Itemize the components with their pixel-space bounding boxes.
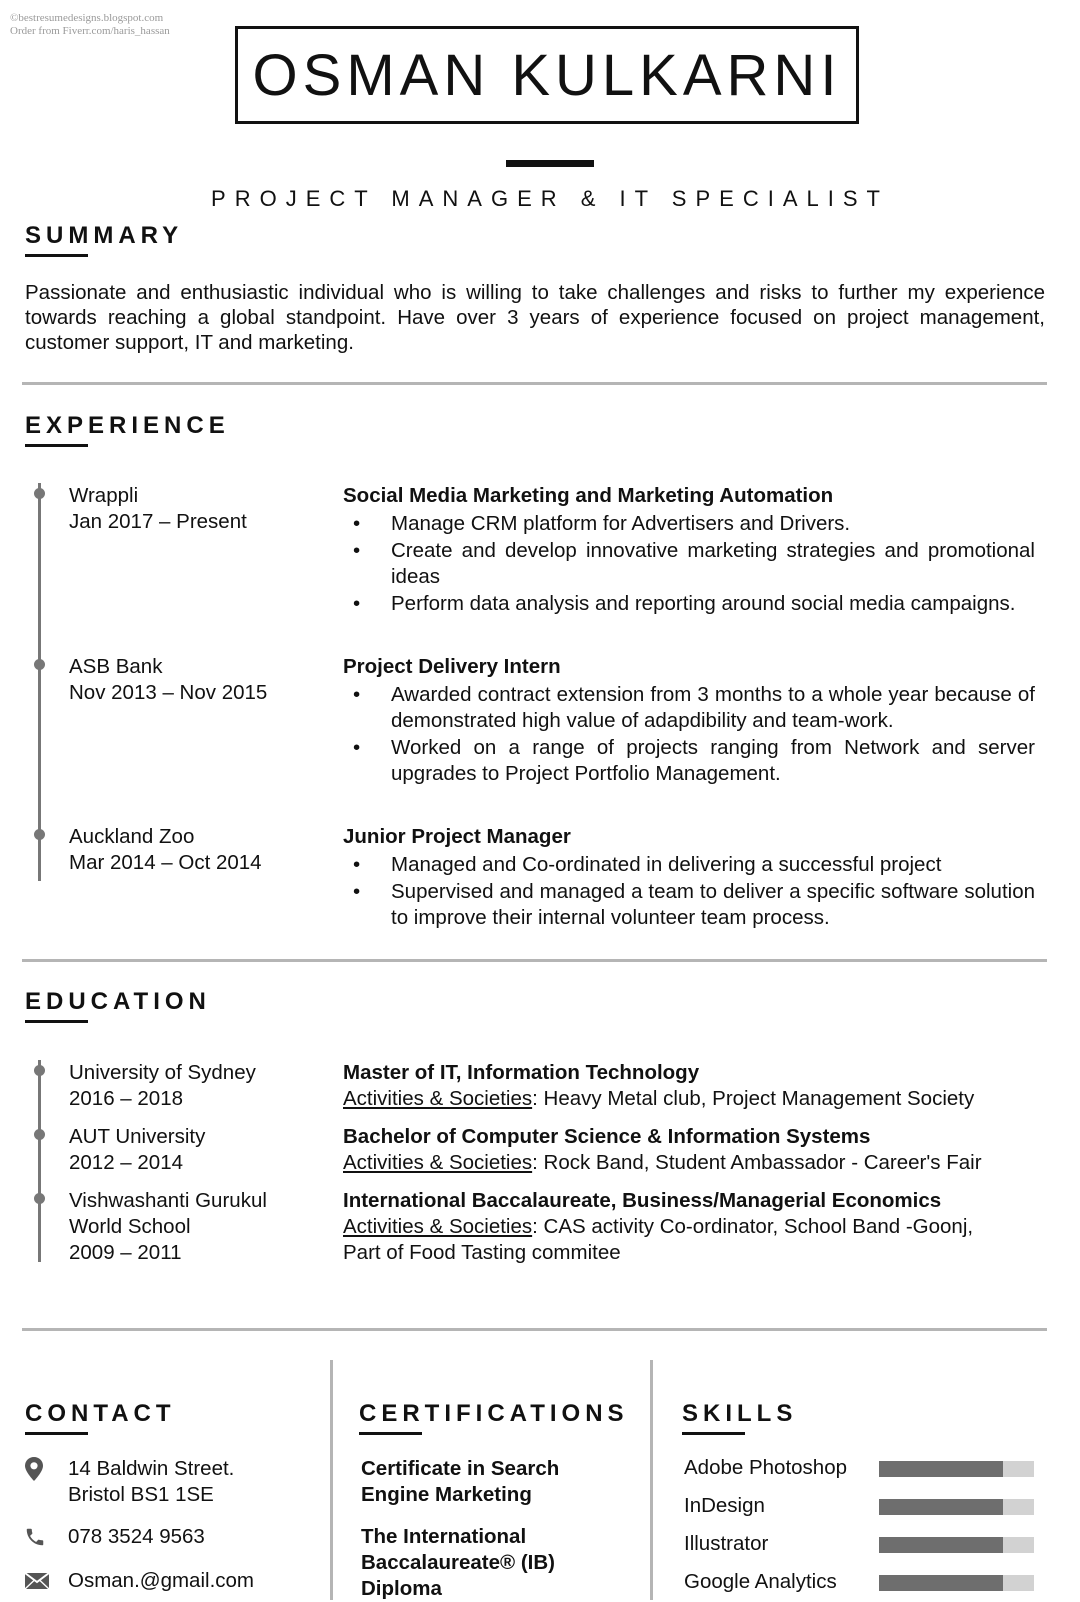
experience-entry-details [343,824,1035,932]
skill-row [684,1494,1034,1520]
activities-label: Activities & Societies [343,1151,533,1174]
section-divider [22,1328,1047,1331]
certifications-heading-underline [359,1432,422,1435]
phone-icon [24,1524,68,1550]
bullet-item: • Managed and Co-ordinated in delivering a successful project [353,853,942,876]
activities-label: Activities & Societies [343,1087,533,1110]
bullet-list [343,852,1035,931]
experience-entry-details [343,483,1035,618]
job-title: PROJECT MANAGER & IT SPECIALIST [211,186,889,211]
role-title: Junior Project Manager [343,825,571,848]
name-box [235,26,859,124]
school-name: University of Sydney [69,1061,256,1084]
date-range: Mar 2014 – Oct 2014 [69,851,262,874]
skill-bar-fill [879,1575,1003,1591]
timeline-dot [34,1193,45,1204]
skill-bar-fill [879,1499,1003,1515]
address-line: Bristol BS1 1SE [68,1483,214,1506]
experience-entry-details [343,654,1035,788]
education-entry-meta [69,1124,205,1176]
activities-line: Activities & Societies: Rock Band, Student Ambassador - Career's Fair [343,1151,982,1174]
timeline-dot [34,1065,45,1076]
address-line: 14 Baldwin Street. [68,1457,235,1480]
contact-email [24,1568,254,1594]
location-pin-icon [24,1456,68,1482]
section-divider [22,382,1047,385]
summary-heading: SUMMARY [25,222,184,249]
education-entry-details [343,1060,1035,1112]
contact-heading: CONTACT [25,1400,176,1427]
section-divider [22,959,1047,962]
contact-heading-underline [25,1432,88,1435]
candidate-name: OSMAN KULKARNI [252,42,842,108]
bullet-item: • Perform data analysis and reporting around social media campaigns. [353,592,1016,615]
education-entry-details [343,1188,1035,1266]
activities-line: Activities & Societies: Heavy Metal club, Project Management Society [343,1087,975,1110]
role-title: Project Delivery Intern [343,655,561,678]
skill-bar-fill [879,1461,1003,1477]
bullet-list [343,682,1035,787]
bullet-list [343,511,1035,617]
date-range: 2016 – 2018 [69,1087,184,1110]
experience-timeline [38,483,41,881]
envelope-icon [24,1568,68,1594]
skill-name: Adobe Photoshop [684,1456,847,1479]
degree-title: International Baccalaureate, Business/Managerial Economics [343,1189,942,1212]
skill-row [684,1456,1034,1482]
company-name: Auckland Zoo [69,825,195,848]
email-address[interactable]: Osman.@gmail.com [68,1569,254,1592]
experience-heading-underline [25,444,88,447]
education-timeline [38,1060,41,1262]
date-range: 2009 – 2011 [69,1241,182,1264]
accent-bar [506,160,594,167]
school-name: Vishwashanti Gurukul [69,1189,267,1212]
school-name: World School [69,1215,191,1238]
experience-entry-meta [69,824,262,876]
timeline-dot [34,1129,45,1140]
company-name: ASB Bank [69,655,163,678]
education-entry-details [343,1124,1035,1176]
role-title: Social Media Marketing and Marketing Automation [343,484,834,507]
skill-bar-track [879,1461,1034,1477]
timeline-dot [34,659,45,670]
timeline-dot [34,829,45,840]
skill-bar-track [879,1537,1034,1553]
skill-row [684,1570,1034,1596]
summary-text: Passionate and enthusiastic individual who is willing to take challenges and risks to further my experience towards reaching a global standpoint. Have over 3 years of experience focused on project management, customer support, IT and marketing. [25,281,1045,354]
degree-title: Bachelor of Computer Science & Information Systems [343,1125,871,1148]
experience-heading: EXPERIENCE [25,412,230,439]
bullet-item: • Awarded contract extension from 3 months to a whole year because of demonstrated high value of adapdibility and team-work. [353,683,1035,732]
education-heading-underline [25,1020,88,1023]
certifications-heading: CERTIFICATIONS [359,1400,629,1427]
degree-title: Master of IT, Information Technology [343,1061,700,1084]
timeline-dot [34,488,45,499]
bullet-item: • Worked on a range of projects ranging from Network and server upgrades to Project Portfolio Management. [353,736,1035,785]
school-name: AUT University [69,1125,206,1148]
certification-item: The International Baccalaureate® (IB) Diploma [361,1525,555,1600]
date-range: Jan 2017 – Present [69,510,247,533]
skills-heading: SKILLS [682,1400,798,1427]
education-heading: EDUCATION [25,988,211,1015]
experience-entry-meta [69,654,267,706]
contact-phone [24,1524,205,1550]
watermark-line: ©bestresumedesigns.blogspot.com [10,12,164,24]
certification-item: Certificate in Search Engine Marketing [361,1457,560,1506]
activities-label: Activities & Societies [343,1215,533,1238]
skill-name: InDesign [684,1494,765,1517]
column-divider [650,1360,653,1600]
skill-bar-track [879,1499,1034,1515]
contact-address [24,1456,234,1508]
summary-heading-underline [25,254,88,257]
skill-bar-fill [879,1537,1003,1553]
education-entry-meta [69,1060,256,1112]
skill-row [684,1532,1034,1558]
date-range: Nov 2013 – Nov 2015 [69,681,268,704]
bullet-item: • Manage CRM platform for Advertisers and Drivers. [353,512,851,535]
skill-bar-track [879,1575,1034,1591]
activities-line: Activities & Societies: CAS activity Co-ordinator, School Band -Goonj, [343,1215,974,1238]
skill-name: Google Analytics [684,1570,837,1593]
bullet-item: • Create and develop innovative marketing strategies and promotional ideas [353,539,1035,588]
phone-number: 078 3524 9563 [68,1525,205,1548]
company-name: Wrappli [69,484,139,507]
activities-line: Part of Food Tasting commitee [343,1241,621,1264]
skills-heading-underline [682,1432,745,1435]
skill-name: Illustrator [684,1532,769,1555]
watermark-line: Order from Fiverr.com/haris_hassan [10,25,170,37]
experience-entry-meta [69,483,247,535]
column-divider [330,1360,333,1600]
education-entry-meta [69,1188,267,1266]
bullet-item: • Supervised and managed a team to deliver a specific software solution to improve their internal volunteer team process. [353,880,1035,929]
watermark [10,12,170,38]
date-range: 2012 – 2014 [69,1151,184,1174]
